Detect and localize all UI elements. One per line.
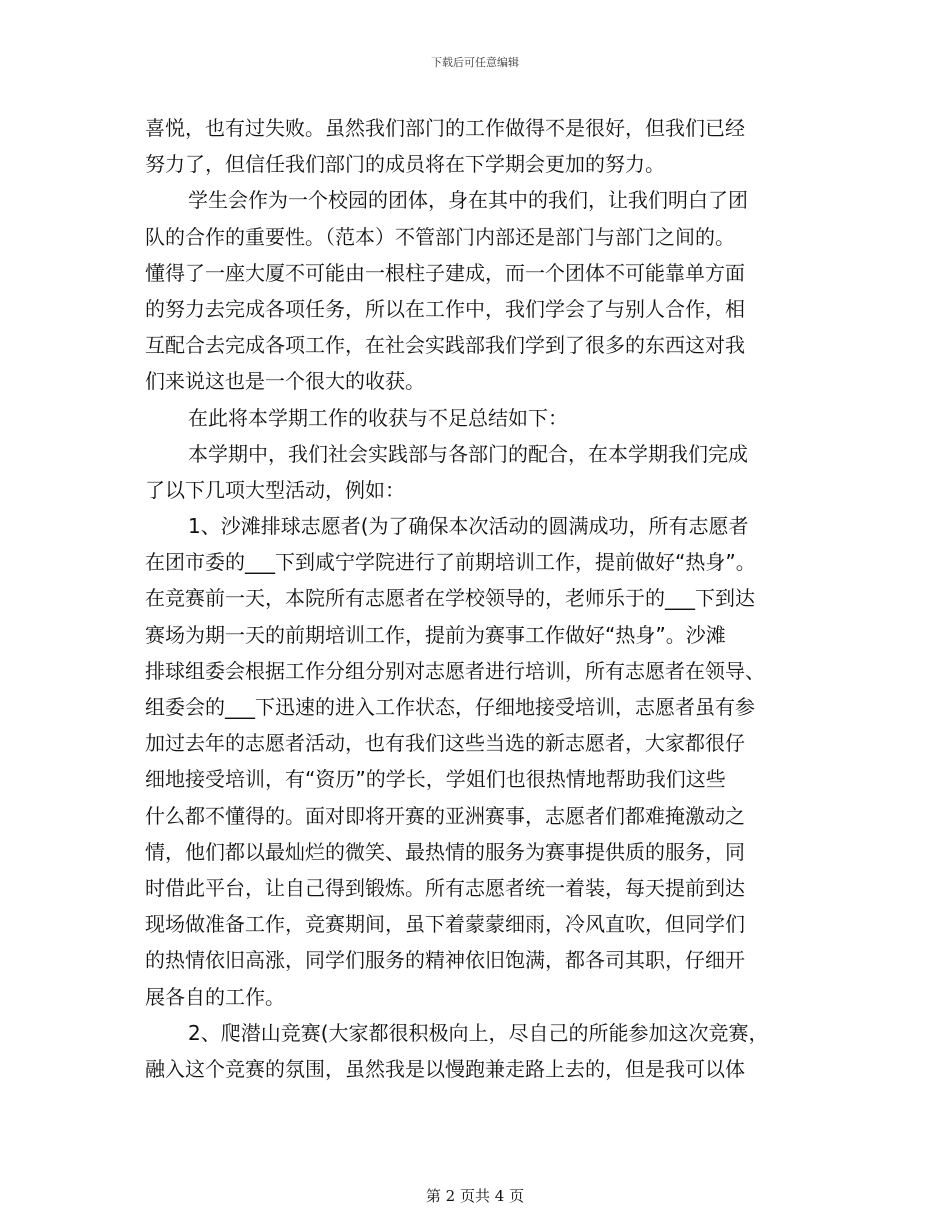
text-line: 在竞赛前一天，本院所有志愿者在学校领导的，老师乐于的___下到达 xyxy=(145,586,755,611)
text-line: 互配合去完成各项工作，在社会实践部我们学到了很多的东西这对我 xyxy=(145,333,745,358)
text-line: 赛场为期一天的前期培训工作，提前为赛事工作做好“热身”。沙滩 xyxy=(145,622,726,647)
text-line: 努力了，但信任我们部门的成员将在下学期会更加的努力。 xyxy=(145,152,665,177)
text-line: 懂得了一座大厦不可能由一根柱子建成，而一个团体不可能靠单方面 xyxy=(145,260,745,285)
text-line: 1、沙滩排球志愿者(为了确保本次活动的圆满成功，所有志愿者 xyxy=(188,514,749,539)
text-line: 时借此平台，让自己得到锻炼。所有志愿者统一着装，每天提前到达 xyxy=(145,875,745,900)
text-line: 在此将本学期工作的收获与不足总结如下： xyxy=(188,405,568,430)
text-line: 的热情依旧高涨，同学们服务的精神依旧饱满，都各司其职，仔细开 xyxy=(145,948,745,973)
text-line: 在团市委的___下到咸宁学院进行了前期培训工作，提前做好“热身”。 xyxy=(145,550,756,575)
text-line: 排球组委会根据工作分组分别对志愿者进行培训，所有志愿者在领导、 xyxy=(145,658,765,683)
text-line: 细地接受培训，有“资历”的学长，学姐们也很热情地帮助我们这些 xyxy=(145,767,726,792)
text-line: 展各自的工作。 xyxy=(145,984,285,1009)
text-line: 什么都不懂得的。面对即将开赛的亚洲赛事，志愿者们都难掩激动之 xyxy=(145,803,745,828)
body-text xyxy=(145,110,825,1087)
text-line: 学生会作为一个校园的团体，身在其中的我们，让我们明白了团 xyxy=(188,188,748,213)
text-line: 融入这个竞赛的氛围，虽然我是以慢跑兼走路上去的，但是我可以体 xyxy=(145,1056,745,1081)
text-line: 喜悦，也有过失败。虽然我们部门的工作做得不是很好，但我们已经 xyxy=(145,116,745,140)
text-line: 本学期中，我们社会实践部与各部门的配合，在本学期我们完成 xyxy=(188,441,748,466)
text-line: 组委会的___下迅速的进入工作状态，仔细地接受培训，志愿者虽有参 xyxy=(145,695,755,719)
text-line: 加过去年的志愿者活动，也有我们这些当选的新志愿者，大家都很仔 xyxy=(145,731,745,756)
page-footer: 第 2 页共 4 页 xyxy=(425,1187,525,1205)
text-line: 队的合作的重要性。（范本）不管部门内部还是部门与部门之间的。 xyxy=(145,224,735,249)
text-line: 现场做准备工作，竞赛期间，虽下着蒙蒙细雨，冷风直吹，但同学们 xyxy=(145,912,745,937)
text-line: 了以下几项大型活动，例如： xyxy=(145,477,405,502)
page-header: 下载后可任意编辑 xyxy=(431,56,519,69)
text-line: 情，他们都以最灿烂的微笑、最热情的服务为赛事提供质的服务，同 xyxy=(145,839,745,864)
text-line: 2、爬潜山竞赛(大家都很积极向上，尽自己的所能参加这次竞赛， xyxy=(188,1020,769,1045)
text-line: 们来说这也是一个很大的收获。 xyxy=(145,369,425,394)
text-line: 的努力去完成各项任务，所以在工作中，我们学会了与别人合作，相 xyxy=(145,296,745,321)
